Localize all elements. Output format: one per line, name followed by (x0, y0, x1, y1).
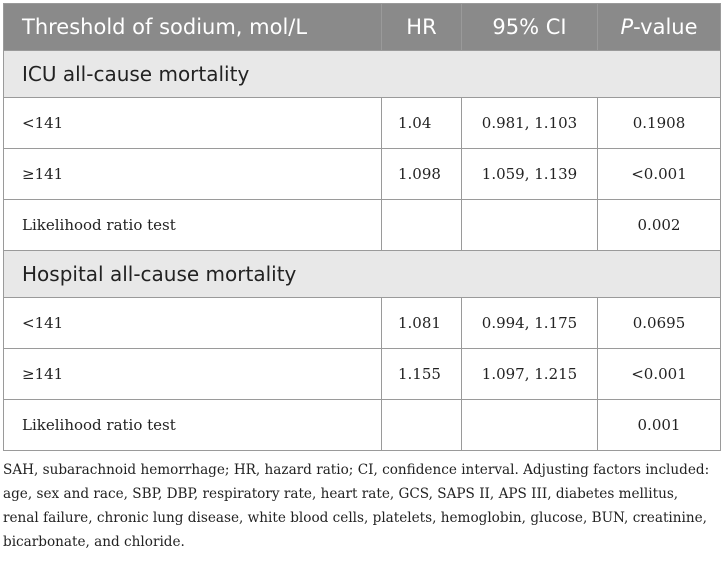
row-hr: 1.081 (382, 298, 462, 349)
row-ci (462, 200, 598, 251)
table-row (4, 400, 721, 451)
row-label: Likelihood ratio test (4, 400, 382, 451)
row-pvalue: 0.0695 (598, 298, 721, 349)
row-pvalue: <0.001 (598, 149, 721, 200)
row-ci: 0.981, 1.103 (462, 98, 598, 149)
row-hr: 1.04 (382, 98, 462, 149)
row-label: ≥141 (4, 149, 382, 200)
row-pvalue: 0.1908 (598, 98, 721, 149)
section-row (4, 251, 721, 298)
row-ci (462, 400, 598, 451)
row-hr (382, 200, 462, 251)
row-label: <141 (4, 298, 382, 349)
section-row (4, 51, 721, 98)
row-pvalue: <0.001 (598, 349, 721, 400)
table-row (4, 149, 721, 200)
row-pvalue: 0.002 (598, 200, 721, 251)
row-hr (382, 400, 462, 451)
row-ci: 1.097, 1.215 (462, 349, 598, 400)
table-row (4, 349, 721, 400)
table-footnote: SAH, subarachnoid hemorrhage; HR, hazard ratio; CI, confidence interval. Adjusting factors included: age, sex and race, SBP, DBP, respiratory rate, heart rate, GCS, SAPS II, APS III, diabetes mellitus, renal failure, chronic lung disease, white blood cells, platelets, hemoglobin, glucose, BUN, creatinine, bicarbonate, and chloride. (3, 462, 710, 550)
section-title: ICU all-cause mortality (4, 51, 721, 98)
header-ci: 95% CI (462, 4, 598, 51)
row-hr: 1.155 (382, 349, 462, 400)
header-p-rest: -value (633, 15, 698, 39)
table-row (4, 200, 721, 251)
header-p-italic: P (620, 15, 634, 39)
header-threshold: Threshold of sodium, mol/L (4, 4, 382, 51)
row-pvalue: 0.001 (598, 400, 721, 451)
row-hr: 1.098 (382, 149, 462, 200)
row-label: ≥141 (4, 349, 382, 400)
row-ci: 0.994, 1.175 (462, 298, 598, 349)
header-pvalue (598, 4, 721, 51)
section-title: Hospital all-cause mortality (4, 251, 721, 298)
row-ci: 1.059, 1.139 (462, 149, 598, 200)
header-hr: HR (382, 4, 462, 51)
table-row (4, 298, 721, 349)
row-label: Likelihood ratio test (4, 200, 382, 251)
row-label: <141 (4, 98, 382, 149)
header-row (4, 4, 721, 51)
table-row (4, 98, 721, 149)
results-table (3, 3, 721, 451)
